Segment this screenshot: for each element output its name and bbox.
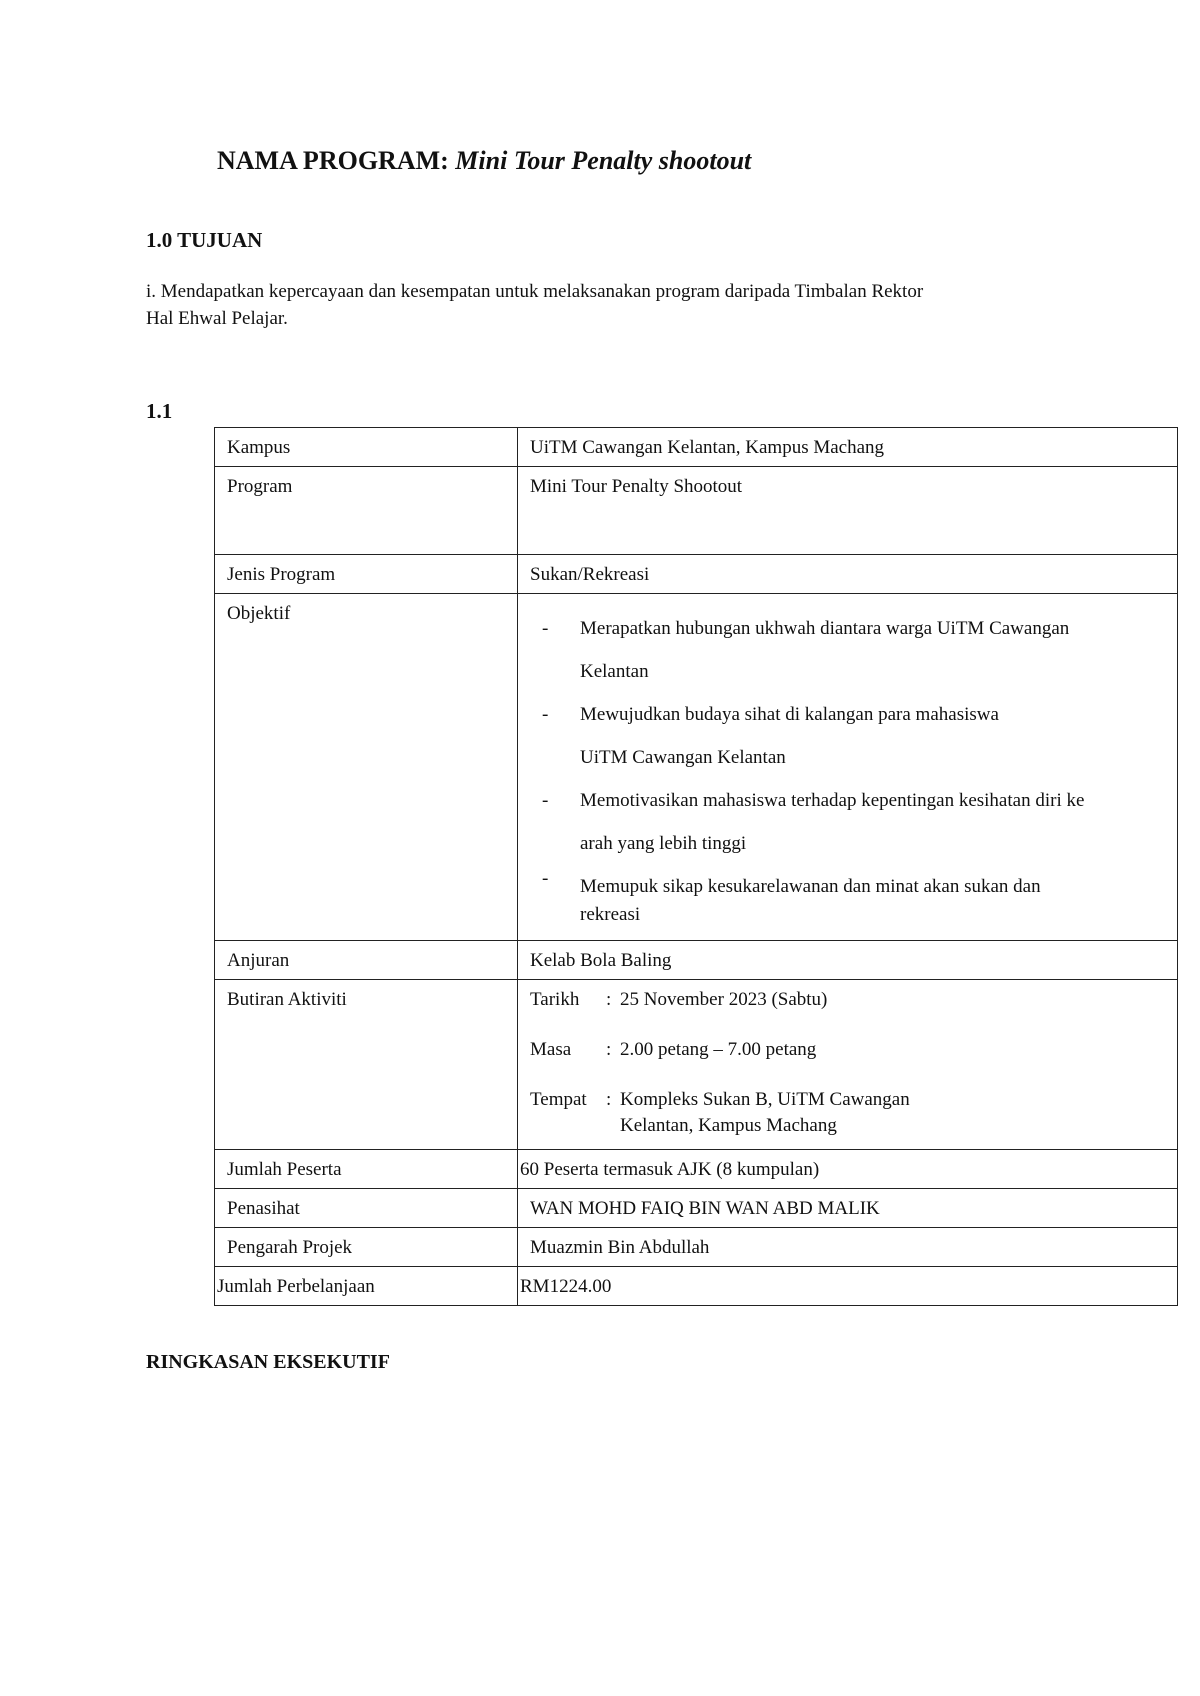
table-row-butiran-aktiviti (215, 980, 1178, 1150)
dash-bullet: - (542, 790, 549, 811)
anjuran-label: Anjuran (215, 941, 518, 980)
table-row-program (215, 467, 1178, 555)
tempat-line (530, 1087, 1165, 1139)
table-row-penasihat (215, 1189, 1178, 1228)
program-value: Mini Tour Penalty Shootout (518, 467, 1178, 555)
table-row-objektif (215, 594, 1178, 941)
penasihat-label: Penasihat (215, 1189, 518, 1228)
program-info-table (214, 427, 1178, 1306)
dash-bullet: - (542, 868, 549, 889)
objektif-label: Objektif (215, 594, 518, 941)
tempat-value (620, 1087, 1165, 1139)
masa-key: Masa (530, 1039, 572, 1060)
objektif-item-line: Mewujudkan budaya sihat di kalangan para mahasiswa (580, 704, 999, 725)
tempat-key: Tempat (530, 1089, 587, 1110)
table-row-jumlah-perbelanjaan (215, 1267, 1178, 1306)
objektif-item-line: Merapatkan hubungan ukhwah diantara warga UiTM Cawangan (580, 618, 1070, 639)
tarikh-line (530, 987, 1165, 1013)
masa-colon: : (606, 1039, 612, 1060)
objektif-cell (518, 594, 1178, 941)
tujuan-paragraph (146, 278, 1086, 332)
objektif-item-line: rekreasi (580, 904, 641, 925)
table-row-jumlah-peserta (215, 1150, 1178, 1189)
jumlah-perbelanjaan-label: Jumlah Perbelanjaan (215, 1267, 518, 1306)
objektif-item-line: Memotivasikan mahasiswa terhadap kepentingan kesihatan diri ke (580, 790, 1085, 811)
pengarah-projek-label: Pengarah Projek (215, 1228, 518, 1267)
tarikh-value: 25 November 2023 (Sabtu) (620, 989, 828, 1010)
tempat-value-line: Kelantan, Kampus Machang (620, 1115, 837, 1136)
masa-line (530, 1037, 1165, 1063)
tarikh-key: Tarikh (530, 989, 580, 1010)
penasihat-value: WAN MOHD FAIQ BIN WAN ABD MALIK (518, 1189, 1178, 1228)
objektif-item-line: UiTM Cawangan Kelantan (580, 747, 786, 768)
objektif-item (530, 693, 1165, 779)
document-title (217, 146, 751, 176)
program-label: Program (215, 467, 518, 555)
table-row-kampus (215, 428, 1178, 467)
table-row-pengarah-projek (215, 1228, 1178, 1267)
kampus-label: Kampus (215, 428, 518, 467)
objektif-item-line: Memupuk sikap kesukarelawanan dan minat akan sukan dan (580, 876, 1041, 897)
objektif-list (530, 607, 1165, 929)
dash-bullet: - (542, 704, 549, 725)
jenis-program-label: Jenis Program (215, 555, 518, 594)
table-row-jenis-program (215, 555, 1178, 594)
objektif-item-line: arah yang lebih tinggi (580, 833, 747, 854)
anjuran-value: Kelab Bola Baling (518, 941, 1178, 980)
tarikh-colon: : (606, 989, 612, 1010)
butiran-aktiviti-label: Butiran Aktiviti (215, 980, 518, 1150)
objektif-item (530, 779, 1165, 865)
title-label: NAMA PROGRAM: (217, 146, 449, 175)
table-row-anjuran (215, 941, 1178, 980)
jumlah-perbelanjaan-value: RM1224.00 (518, 1267, 1178, 1306)
tempat-colon: : (606, 1089, 612, 1110)
program-name: Mini Tour Penalty shootout (455, 146, 752, 175)
butiran-aktiviti-cell (518, 980, 1178, 1150)
section-number-1-1: 1.1 (146, 399, 173, 423)
masa-value: 2.00 petang – 7.00 petang (620, 1039, 817, 1060)
tujuan-line-1: i. Mendapatkan kepercayaan dan kesempatan untuk melaksanakan program daripada Timbalan Rektor (146, 281, 924, 302)
section-heading-ringkasan: RINGKASAN EKSEKUTIF (146, 1351, 390, 1373)
objektif-item (530, 607, 1165, 693)
tujuan-line-2: Hal Ehwal Pelajar. (146, 308, 288, 329)
kampus-value: UiTM Cawangan Kelantan, Kampus Machang (518, 428, 1178, 467)
tempat-value-line: Kompleks Sukan B, UiTM Cawangan (620, 1089, 910, 1110)
section-heading-tujuan: 1.0 TUJUAN (146, 228, 263, 252)
dash-bullet: - (542, 618, 549, 639)
jenis-program-value: Sukan/Rekreasi (518, 555, 1178, 594)
jumlah-peserta-value: 60 Peserta termasuk AJK (8 kumpulan) (518, 1150, 1178, 1189)
objektif-item-line: Kelantan (580, 661, 649, 682)
objektif-item (530, 865, 1165, 929)
pengarah-projek-value: Muazmin Bin Abdullah (518, 1228, 1178, 1267)
jumlah-peserta-label: Jumlah Peserta (215, 1150, 518, 1189)
